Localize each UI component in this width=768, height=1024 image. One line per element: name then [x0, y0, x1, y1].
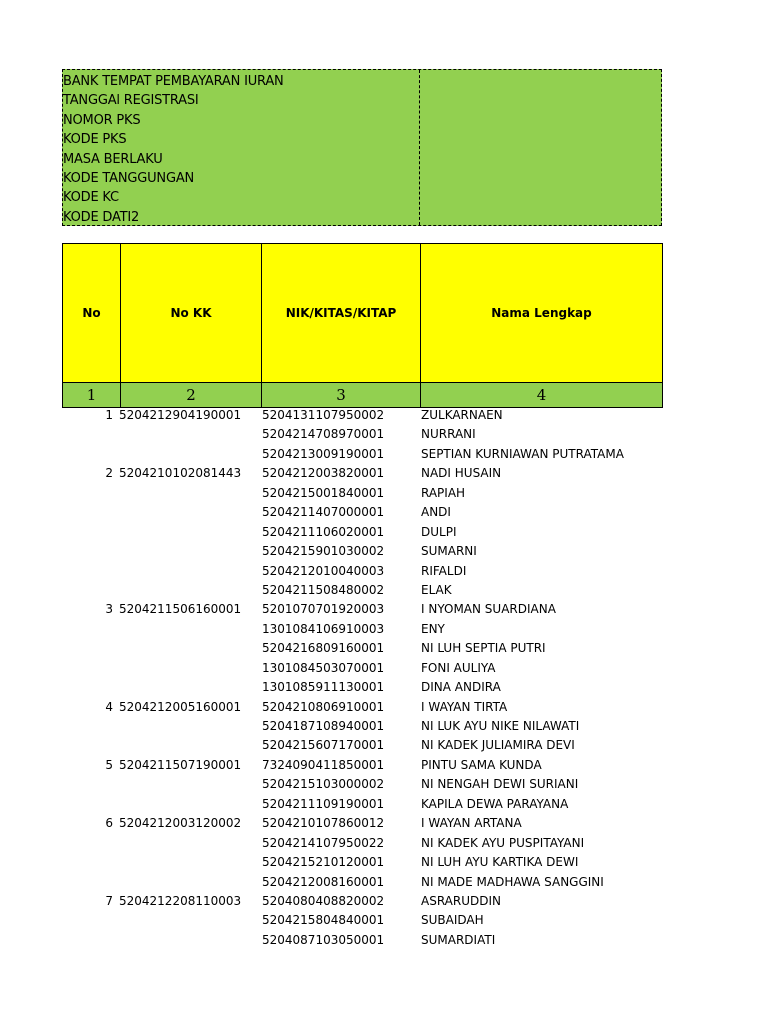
row-nik: 5204212010040003: [262, 563, 385, 578]
row-nama: ENY: [421, 621, 445, 636]
table-row: [0, 892, 768, 911]
table-row: [0, 484, 768, 503]
row-nik: 5204087103050001: [262, 932, 385, 947]
row-nik: 5204214708970001: [262, 427, 385, 442]
row-nama: I WAYAN ARTANA: [421, 816, 522, 831]
row-nama: NI MADE MADHAWA SANGGINI: [421, 874, 604, 889]
row-nik: 5204131107950002: [262, 408, 385, 422]
table-row: [0, 911, 768, 930]
table-row: [0, 736, 768, 755]
row-no-kk: 5204212003120002: [119, 816, 242, 831]
row-number: 6: [105, 816, 113, 831]
row-nama: ANDI: [421, 505, 451, 520]
row-nama: ASRARUDDIN: [421, 893, 502, 908]
row-number: 2: [105, 466, 113, 481]
row-no-kk: 5204212208110003: [119, 893, 242, 908]
label-kode-pks: KODE PKS: [63, 132, 127, 148]
row-nik: 5204214107950022: [262, 835, 385, 850]
row-nama: I WAYAN TIRTA: [421, 699, 508, 714]
row-nik: 5204210107860012: [262, 816, 385, 831]
row-nik: 5201070701920003: [262, 602, 385, 617]
column-number-2: 2: [121, 383, 262, 408]
row-nik: 5204211109190001: [262, 796, 385, 811]
table-row: [0, 678, 768, 697]
row-nik: 5204210806910001: [262, 699, 385, 714]
column-number-row: [63, 383, 663, 408]
member-rows: [0, 406, 768, 950]
table-row: [0, 523, 768, 542]
table-row: [0, 542, 768, 561]
info-labels: [63, 72, 284, 227]
label-masa-berlaku: MASA BERLAKU: [63, 151, 163, 167]
header-nik: NIK/KITAS/KITAP: [262, 244, 421, 383]
label-kode-dati2: KODE DATI2: [63, 209, 140, 225]
label-nomor-pks: NOMOR PKS: [63, 112, 141, 128]
table-row: [0, 756, 768, 775]
row-nik: 5204215210120001: [262, 855, 385, 870]
table-row: [0, 814, 768, 833]
table-row: [0, 873, 768, 892]
row-number: 1: [105, 408, 113, 422]
table-row: [0, 853, 768, 872]
member-table-header: [62, 243, 663, 408]
row-no-kk: 5204211507190001: [119, 757, 242, 772]
row-nik: 5204211106020001: [262, 524, 385, 539]
header-nama-lengkap: Nama Lengkap: [421, 244, 663, 383]
column-number-3: 3: [262, 383, 421, 408]
column-header-row: [63, 244, 663, 383]
label-tanggal-registrasi: TANGGAl REGISTRASI: [63, 93, 199, 109]
row-nik: 5204215103000002: [262, 777, 385, 792]
row-nik: 1301085911130001: [262, 680, 385, 695]
row-no-kk: 5204212005160001: [119, 699, 242, 714]
row-nama: ELAK: [421, 582, 452, 597]
info-box-divider: [419, 70, 420, 225]
row-no-kk: 5204211506160001: [119, 602, 242, 617]
header-no: No: [63, 244, 121, 383]
row-nik: 1301084106910003: [262, 621, 385, 636]
column-number-4: 4: [421, 383, 663, 408]
row-nama: ZULKARNAEN: [421, 408, 503, 422]
row-nama: RAPIAH: [421, 485, 466, 500]
row-number: 3: [105, 602, 113, 617]
row-nama: SUBAIDAH: [421, 913, 484, 928]
row-nama: DULPI: [421, 524, 457, 539]
table-row: [0, 425, 768, 444]
registration-info-box: [62, 69, 662, 226]
table-row: [0, 698, 768, 717]
row-nik: 5204215804840001: [262, 913, 385, 928]
table-row: [0, 406, 768, 425]
table-row: [0, 581, 768, 600]
row-nama: NURRANI: [421, 427, 476, 442]
row-nik: 5204211508480002: [262, 582, 385, 597]
row-nik: 5204212003820001: [262, 466, 385, 481]
row-nama: NI KADEK AYU PUSPITAYANI: [421, 835, 585, 850]
row-nama: DINA ANDIRA: [421, 680, 501, 695]
row-nik: 5204211407000001: [262, 505, 385, 520]
column-number-1: 1: [63, 383, 121, 408]
row-nik: 1301084503070001: [262, 660, 385, 675]
label-kode-kc: KODE KC: [63, 190, 119, 206]
row-nik: 5204212008160001: [262, 874, 385, 889]
row-nik: 5204187108940001: [262, 719, 385, 733]
row-nama: SUMARDIATI: [421, 932, 496, 947]
row-no-kk: 5204210102081443: [119, 466, 242, 481]
row-nama: NI KADEK JULIAMIRA DEVI: [421, 738, 575, 753]
row-nik: 5204080408820002: [262, 893, 385, 908]
row-nama: FONI AULIYA: [421, 660, 496, 675]
row-nama: PINTU SAMA KUNDA: [421, 757, 542, 772]
table-row: [0, 659, 768, 678]
row-nik: 5204215001840001: [262, 485, 385, 500]
row-nik: 5204216809160001: [262, 641, 385, 656]
row-nama: RIFALDI: [421, 563, 467, 578]
table-row: [0, 464, 768, 483]
table-row: [0, 600, 768, 619]
row-nik: 5204215607170001: [262, 738, 385, 753]
row-number: 4: [105, 699, 113, 714]
row-number: 5: [105, 757, 113, 772]
row-nama: NI LUH SEPTIA PUTRI: [421, 641, 546, 656]
row-nama: NI NENGAH DEWI SURIANI: [421, 777, 579, 792]
row-nama: NI LUH AYU KARTIKA DEWI: [421, 855, 579, 870]
header-no-kk: No KK: [121, 244, 262, 383]
table-row: [0, 562, 768, 581]
row-nama: SUMARNI: [421, 544, 477, 559]
row-nik: 7324090411850001: [262, 757, 385, 772]
label-kode-tanggungan: KODE TANGGUNGAN: [63, 170, 195, 186]
table-row: [0, 639, 768, 658]
table-row: [0, 445, 768, 464]
table-row: [0, 931, 768, 950]
row-nama: I NYOMAN SUARDIANA: [421, 602, 556, 617]
label-bank-tempat-pembayaran: BANK TEMPAT PEMBAYARAN IURAN: [63, 74, 284, 89]
table-row: [0, 503, 768, 522]
table-row: [0, 775, 768, 794]
row-number: 7: [105, 893, 113, 908]
table-row: [0, 834, 768, 853]
row-nama: NADI HUSAIN: [421, 466, 502, 481]
table-row: [0, 717, 768, 736]
row-nik: 5204213009190001: [262, 446, 385, 461]
row-nama: KAPILA DEWA PARAYANA: [421, 796, 569, 811]
table-row: [0, 795, 768, 814]
row-no-kk: 5204212904190001: [119, 408, 242, 422]
row-nama: SEPTIAN KURNIAWAN PUTRATAMA: [421, 446, 624, 461]
row-nik: 5204215901030002: [262, 544, 385, 559]
row-nama: NI LUK AYU NIKE NILAWATI: [421, 719, 580, 733]
table-row: [0, 620, 768, 639]
